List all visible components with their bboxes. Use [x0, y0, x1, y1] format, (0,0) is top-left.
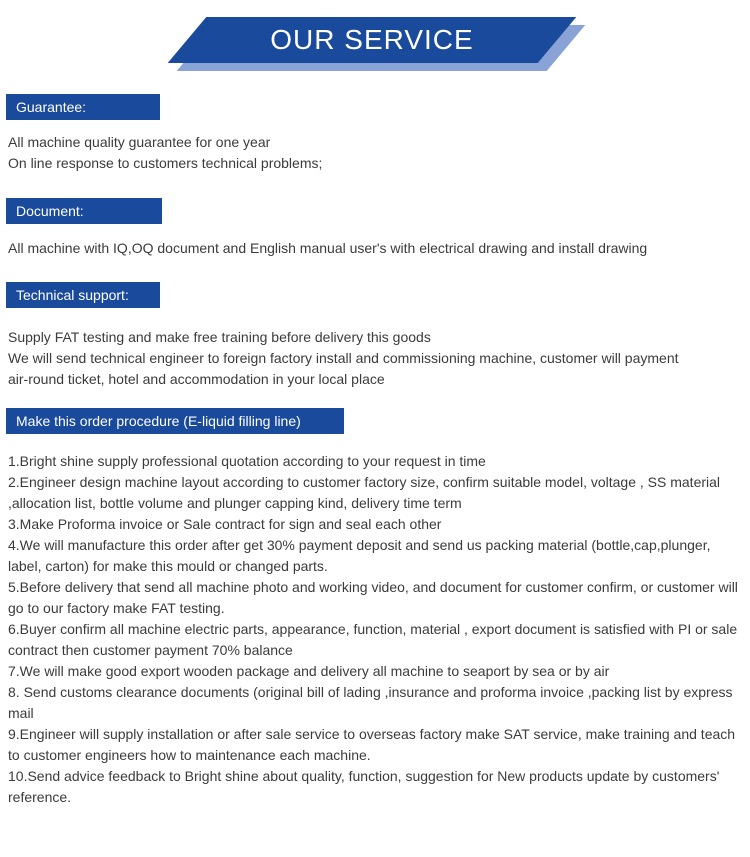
section-heading-guarantee: Guarantee:	[6, 94, 160, 120]
text-line: 8. Send customs clearance documents (original bill of lading ,insurance and proforma invoice ,packing list by express	[8, 684, 733, 700]
text-line: label, carton) for make this mould or changed parts.	[8, 558, 328, 574]
text-line: ,allocation list, bottle volume and plunger capping kind, delivery time term	[8, 495, 462, 511]
text-line: We will send technical engineer to foreign factory install and commissioning machine, customer will payment	[8, 350, 679, 366]
section-body-order-procedure	[8, 451, 750, 808]
text-line: go to our factory make FAT testing.	[8, 600, 225, 616]
text-line: 3.Make Proforma invoice or Sale contract for sign and seal each other	[8, 516, 442, 532]
section-body-guarantee	[8, 132, 750, 174]
text-line: All machine with IQ,OQ document and English manual user's with electrical drawing and install drawing	[8, 240, 648, 256]
text-line: 5.Before delivery that send all machine photo and working video, and document for customer confirm, or customer will	[8, 579, 738, 595]
text-line: 4.We will manufacture this order after get 30% payment deposit and send us packing material (bottle,cap,plunger,	[8, 537, 711, 553]
text-line: 7.We will make good export wooden package and delivery all machine to seaport by sea or by air	[8, 663, 610, 679]
section-heading-order-procedure: Make this order procedure (E-liquid filling line)	[6, 408, 344, 434]
section-heading-document: Document:	[6, 198, 162, 224]
text-line: 1.Bright shine supply professional quotation according to your request in time	[8, 453, 486, 469]
text-line: 10.Send advice feedback to Bright shine about quality, function, suggestion for New products update by customers'	[8, 768, 720, 784]
text-line: 2.Engineer design machine layout according to customer factory size, confirm suitable model, voltage , SS material	[8, 474, 721, 490]
text-line: On line response to customers technical problems;	[8, 155, 323, 171]
text-line: 6.Buyer confirm all machine electric parts, appearance, function, material , export document is satisfied with PI or sale	[8, 621, 738, 637]
section-body-technical-support	[8, 327, 750, 390]
text-line: contract then customer payment 70% balance	[8, 642, 293, 658]
text-line: to customer engineers how to maintenance each machine.	[8, 747, 371, 763]
text-line: air-round ticket, hotel and accommodation in your local place	[8, 371, 385, 387]
text-line: All machine quality guarantee for one year	[8, 134, 271, 150]
text-line: 9.Engineer will supply installation or after sale service to overseas factory make SAT service, make training and teach	[8, 726, 736, 742]
service-banner	[187, 17, 557, 63]
text-line: reference.	[8, 789, 72, 805]
section-body-document	[8, 238, 750, 259]
banner-title: OUR SERVICE	[270, 24, 474, 55]
text-line: Supply FAT testing and make free training before delivery this goods	[8, 329, 431, 345]
section-heading-technical-support: Technical support:	[6, 282, 160, 308]
text-line: mail	[8, 705, 34, 721]
